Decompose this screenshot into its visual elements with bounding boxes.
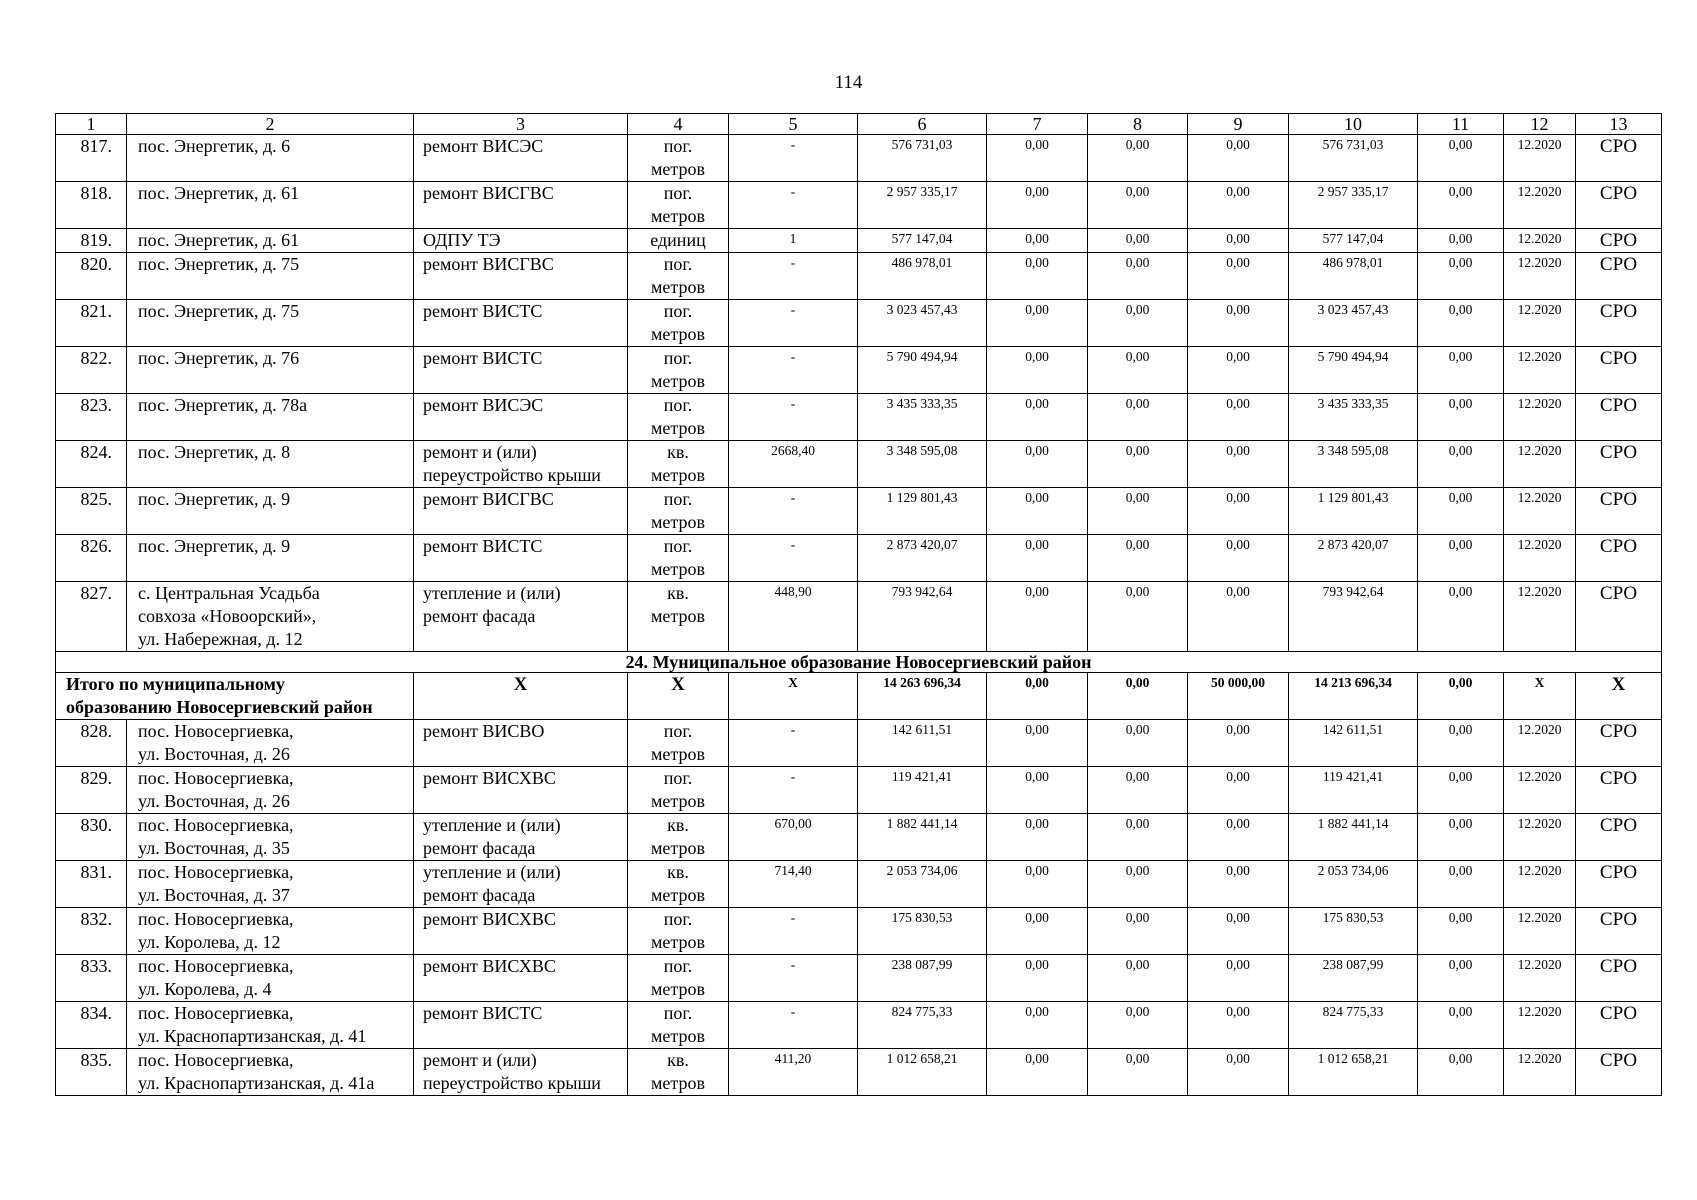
fund-cell: 0,00: [1088, 814, 1188, 861]
unit-cell: пог. метров: [628, 394, 729, 441]
work-type-cell: ремонт ВИСЭС: [414, 135, 628, 182]
method-cell: СРО: [1576, 1002, 1662, 1049]
total-fund: 0,00: [987, 673, 1088, 720]
column-number: 1: [56, 114, 127, 135]
method-cell: СРО: [1576, 135, 1662, 182]
fund-cell: 0,00: [1088, 1002, 1188, 1049]
cost-total-cell: 486 978,01: [858, 253, 987, 300]
unit-cell: пог. метров: [628, 535, 729, 582]
fund-cell: 0,00: [987, 767, 1088, 814]
fund-cell: 0,00: [1088, 861, 1188, 908]
deadline-cell: 12.2020: [1504, 253, 1576, 300]
deadline-cell: 12.2020: [1504, 135, 1576, 182]
volume-cell: 1: [729, 229, 858, 253]
deadline-cell: 12.2020: [1504, 535, 1576, 582]
fund-cell: 0,00: [1188, 535, 1289, 582]
volume-cell: 448,90: [729, 582, 858, 652]
method-cell: СРО: [1576, 861, 1662, 908]
work-type-cell: ремонт ВИСТС: [414, 300, 628, 347]
address-cell: пос. Энергетик, д. 78а: [127, 394, 414, 441]
fund-cell: 0,00: [1188, 229, 1289, 253]
address-cell: пос. Энергетик, д. 8: [127, 441, 414, 488]
deadline-cell: 12.2020: [1504, 767, 1576, 814]
deadline-cell: 12.2020: [1504, 229, 1576, 253]
unit-cell: пог. метров: [628, 720, 729, 767]
fund-cell: 0,00: [987, 229, 1088, 253]
volume-cell: -: [729, 253, 858, 300]
owner-funds-cell: 175 830,53: [1289, 908, 1418, 955]
table-row: [56, 814, 1662, 861]
fund-cell: 0,00: [1188, 253, 1289, 300]
volume-cell: -: [729, 535, 858, 582]
owner-funds-cell: 1 012 658,21: [1289, 1049, 1418, 1096]
volume-cell: -: [729, 767, 858, 814]
table-row: [56, 1002, 1662, 1049]
total-fund: 50 000,00: [1188, 673, 1289, 720]
cost-total-cell: 1 882 441,14: [858, 814, 987, 861]
fund-cell: 0,00: [1418, 135, 1504, 182]
cost-total-cell: 2 053 734,06: [858, 861, 987, 908]
table-row: [56, 253, 1662, 300]
deadline-cell: 12.2020: [1504, 720, 1576, 767]
row-number: 828.: [56, 720, 127, 767]
total-fund: 0,00: [1088, 673, 1188, 720]
deadline-cell: 12.2020: [1504, 908, 1576, 955]
fund-cell: 0,00: [987, 135, 1088, 182]
deadline-cell: 12.2020: [1504, 955, 1576, 1002]
volume-cell: -: [729, 720, 858, 767]
unit-cell: пог. метров: [628, 488, 729, 535]
total-fund: 0,00: [1418, 673, 1504, 720]
total-row: [56, 673, 1662, 720]
row-number: 824.: [56, 441, 127, 488]
volume-cell: -: [729, 394, 858, 441]
column-number: 13: [1576, 114, 1662, 135]
fund-cell: 0,00: [1418, 229, 1504, 253]
work-type-cell: ремонт ВИСВО: [414, 720, 628, 767]
column-number: 2: [127, 114, 414, 135]
owner-funds-cell: 486 978,01: [1289, 253, 1418, 300]
deadline-cell: 12.2020: [1504, 488, 1576, 535]
cost-total-cell: 576 731,03: [858, 135, 987, 182]
fund-cell: 0,00: [1088, 720, 1188, 767]
work-type-cell: ремонт ВИСТС: [414, 347, 628, 394]
unit-cell: пог. метров: [628, 182, 729, 229]
table-row: [56, 300, 1662, 347]
unit-cell: кв. метров: [628, 861, 729, 908]
owner-funds-cell: 5 790 494,94: [1289, 347, 1418, 394]
deadline-cell: 12.2020: [1504, 347, 1576, 394]
address-cell: пос. Новосергиевка, ул. Краснопартизанская, д. 41: [127, 1002, 414, 1049]
column-number: 8: [1088, 114, 1188, 135]
cost-total-cell: 577 147,04: [858, 229, 987, 253]
row-number: 819.: [56, 229, 127, 253]
table-row: [56, 767, 1662, 814]
work-type-cell: ремонт ВИСГВС: [414, 253, 628, 300]
volume-cell: -: [729, 135, 858, 182]
fund-cell: 0,00: [1188, 488, 1289, 535]
fund-cell: 0,00: [987, 814, 1088, 861]
fund-cell: 0,00: [1188, 135, 1289, 182]
fund-cell: 0,00: [1188, 1049, 1289, 1096]
cost-total-cell: 142 611,51: [858, 720, 987, 767]
fund-cell: 0,00: [1088, 394, 1188, 441]
owner-funds-cell: 577 147,04: [1289, 229, 1418, 253]
column-number: 4: [628, 114, 729, 135]
method-cell: СРО: [1576, 1049, 1662, 1096]
work-type-cell: ремонт и (или) переустройство крыши: [414, 441, 628, 488]
fund-cell: 0,00: [1418, 1049, 1504, 1096]
unit-cell: кв. метров: [628, 814, 729, 861]
cost-total-cell: 119 421,41: [858, 767, 987, 814]
address-cell: пос. Новосергиевка, ул. Восточная, д. 35: [127, 814, 414, 861]
deadline-cell: 12.2020: [1504, 300, 1576, 347]
deadline-cell: 12.2020: [1504, 582, 1576, 652]
address-cell: пос. Энергетик, д. 61: [127, 182, 414, 229]
total-cost: 14 263 696,34: [858, 673, 987, 720]
owner-funds-cell: 3 023 457,43: [1289, 300, 1418, 347]
owner-funds-cell: 3 435 333,35: [1289, 394, 1418, 441]
method-cell: СРО: [1576, 394, 1662, 441]
owner-funds-cell: 1 882 441,14: [1289, 814, 1418, 861]
table-row: [56, 135, 1662, 182]
table-row: [56, 908, 1662, 955]
deadline-cell: 12.2020: [1504, 814, 1576, 861]
volume-cell: -: [729, 182, 858, 229]
fund-cell: 0,00: [1088, 300, 1188, 347]
column-number: 6: [858, 114, 987, 135]
method-cell: СРО: [1576, 441, 1662, 488]
owner-funds-cell: 142 611,51: [1289, 720, 1418, 767]
row-number: 829.: [56, 767, 127, 814]
owner-funds-cell: 119 421,41: [1289, 767, 1418, 814]
fund-cell: 0,00: [1418, 814, 1504, 861]
volume-cell: -: [729, 300, 858, 347]
unit-cell: пог. метров: [628, 908, 729, 955]
address-cell: пос. Энергетик, д. 61: [127, 229, 414, 253]
owner-funds-cell: 3 348 595,08: [1289, 441, 1418, 488]
fund-cell: 0,00: [1418, 394, 1504, 441]
work-type-cell: утепление и (или) ремонт фасада: [414, 814, 628, 861]
row-number: 832.: [56, 908, 127, 955]
table-row: [56, 955, 1662, 1002]
cost-total-cell: 1 012 658,21: [858, 1049, 987, 1096]
fund-cell: 0,00: [1188, 1002, 1289, 1049]
fund-cell: 0,00: [1188, 814, 1289, 861]
fund-cell: 0,00: [987, 488, 1088, 535]
fund-cell: 0,00: [1418, 488, 1504, 535]
fund-cell: 0,00: [987, 182, 1088, 229]
capital-repair-table: [55, 113, 1662, 1096]
work-type-cell: ремонт ВИСХВС: [414, 955, 628, 1002]
fund-cell: 0,00: [1418, 347, 1504, 394]
fund-cell: 0,00: [1418, 253, 1504, 300]
column-number: 9: [1188, 114, 1289, 135]
fund-cell: 0,00: [987, 1002, 1088, 1049]
cost-total-cell: 238 087,99: [858, 955, 987, 1002]
row-number: 818.: [56, 182, 127, 229]
fund-cell: 0,00: [987, 535, 1088, 582]
volume-cell: -: [729, 347, 858, 394]
fund-cell: 0,00: [1088, 955, 1188, 1002]
fund-cell: 0,00: [1088, 582, 1188, 652]
unit-cell: пог. метров: [628, 955, 729, 1002]
owner-funds-cell: 1 129 801,43: [1289, 488, 1418, 535]
fund-cell: 0,00: [1088, 253, 1188, 300]
row-number: 823.: [56, 394, 127, 441]
column-number: 5: [729, 114, 858, 135]
fund-cell: 0,00: [1418, 182, 1504, 229]
fund-cell: 0,00: [1188, 955, 1289, 1002]
fund-cell: 0,00: [1418, 720, 1504, 767]
table-row: [56, 182, 1662, 229]
method-cell: СРО: [1576, 908, 1662, 955]
table-row: [56, 229, 1662, 253]
fund-cell: 0,00: [987, 861, 1088, 908]
unit-cell: пог. метров: [628, 135, 729, 182]
method-cell: СРО: [1576, 488, 1662, 535]
row-number: 831.: [56, 861, 127, 908]
method-cell: СРО: [1576, 347, 1662, 394]
work-type-cell: ремонт и (или) переустройство крыши: [414, 1049, 628, 1096]
deadline-cell: 12.2020: [1504, 861, 1576, 908]
row-number: 833.: [56, 955, 127, 1002]
fund-cell: 0,00: [1418, 300, 1504, 347]
section-title-row: [56, 652, 1662, 673]
column-number-row: [56, 114, 1662, 135]
work-type-cell: ремонт ВИСГВС: [414, 488, 628, 535]
row-number: 821.: [56, 300, 127, 347]
fund-cell: 0,00: [987, 955, 1088, 1002]
fund-cell: 0,00: [1188, 300, 1289, 347]
fund-cell: 0,00: [1188, 182, 1289, 229]
work-type-cell: утепление и (или) ремонт фасада: [414, 861, 628, 908]
owner-funds-cell: 2 053 734,06: [1289, 861, 1418, 908]
unit-cell: единиц: [628, 229, 729, 253]
fund-cell: 0,00: [1418, 535, 1504, 582]
cost-total-cell: 3 435 333,35: [858, 394, 987, 441]
table-row: [56, 861, 1662, 908]
cost-total-cell: 824 775,33: [858, 1002, 987, 1049]
owner-funds-cell: 793 942,64: [1289, 582, 1418, 652]
table-row: [56, 347, 1662, 394]
cost-total-cell: 3 023 457,43: [858, 300, 987, 347]
method-cell: СРО: [1576, 535, 1662, 582]
fund-cell: 0,00: [987, 300, 1088, 347]
row-number: 817.: [56, 135, 127, 182]
volume-cell: -: [729, 908, 858, 955]
fund-cell: 0,00: [1088, 908, 1188, 955]
work-type-cell: ремонт ВИСТС: [414, 535, 628, 582]
row-number: 835.: [56, 1049, 127, 1096]
row-number: 820.: [56, 253, 127, 300]
address-cell: пос. Новосергиевка, ул. Королева, д. 12: [127, 908, 414, 955]
fund-cell: 0,00: [1188, 347, 1289, 394]
method-cell: СРО: [1576, 767, 1662, 814]
address-cell: пос. Энергетик, д. 9: [127, 488, 414, 535]
fund-cell: 0,00: [987, 582, 1088, 652]
cost-total-cell: 5 790 494,94: [858, 347, 987, 394]
fund-cell: 0,00: [1418, 955, 1504, 1002]
deadline-cell: 12.2020: [1504, 441, 1576, 488]
fund-cell: 0,00: [987, 347, 1088, 394]
work-type-cell: ОДПУ ТЭ: [414, 229, 628, 253]
work-type-cell: ремонт ВИСЭС: [414, 394, 628, 441]
cost-total-cell: 1 129 801,43: [858, 488, 987, 535]
unit-cell: кв. метров: [628, 441, 729, 488]
fund-cell: 0,00: [1188, 394, 1289, 441]
address-cell: пос. Энергетик, д. 9: [127, 535, 414, 582]
table-row: [56, 441, 1662, 488]
address-cell: пос. Новосергиевка, ул. Восточная, д. 37: [127, 861, 414, 908]
method-cell: СРО: [1576, 955, 1662, 1002]
deadline-cell: 12.2020: [1504, 1049, 1576, 1096]
table-row: [56, 1049, 1662, 1096]
method-cell: СРО: [1576, 300, 1662, 347]
column-number: 3: [414, 114, 628, 135]
address-cell: пос. Энергетик, д. 75: [127, 300, 414, 347]
table-row: [56, 582, 1662, 652]
deadline-cell: 12.2020: [1504, 1002, 1576, 1049]
fund-cell: 0,00: [987, 394, 1088, 441]
deadline-cell: 12.2020: [1504, 394, 1576, 441]
unit-cell: пог. метров: [628, 1002, 729, 1049]
unit-cell: пог. метров: [628, 253, 729, 300]
volume-cell: -: [729, 1002, 858, 1049]
row-number: 826.: [56, 535, 127, 582]
row-number: 827.: [56, 582, 127, 652]
volume-cell: -: [729, 955, 858, 1002]
address-cell: пос. Новосергиевка, ул. Королева, д. 4: [127, 955, 414, 1002]
address-cell: пос. Новосергиевка, ул. Восточная, д. 26: [127, 767, 414, 814]
fund-cell: 0,00: [987, 441, 1088, 488]
fund-cell: 0,00: [987, 908, 1088, 955]
unit-cell: пог. метров: [628, 767, 729, 814]
work-type-cell: ремонт ВИСХВС: [414, 908, 628, 955]
work-type-cell: ремонт ВИСХВС: [414, 767, 628, 814]
volume-cell: 411,20: [729, 1049, 858, 1096]
fund-cell: 0,00: [1088, 347, 1188, 394]
fund-cell: 0,00: [1088, 135, 1188, 182]
work-type-cell: ремонт ВИСТС: [414, 1002, 628, 1049]
row-number: 825.: [56, 488, 127, 535]
volume-cell: 670,00: [729, 814, 858, 861]
address-cell: пос. Новосергиевка, ул. Краснопартизанская, д. 41а: [127, 1049, 414, 1096]
total-x-mark: Х: [628, 673, 729, 720]
address-cell: с. Центральная Усадьба совхоза «Новоорский», ул. Набережная, д. 12: [127, 582, 414, 652]
table-row: [56, 535, 1662, 582]
unit-cell: кв. метров: [628, 1049, 729, 1096]
fund-cell: 0,00: [1088, 767, 1188, 814]
total-x-mark: Х: [1504, 673, 1576, 720]
cost-total-cell: 2 873 420,07: [858, 535, 987, 582]
table-row: [56, 720, 1662, 767]
address-cell: пос. Энергетик, д. 6: [127, 135, 414, 182]
fund-cell: 0,00: [1088, 1049, 1188, 1096]
fund-cell: 0,00: [1418, 767, 1504, 814]
owner-funds-cell: 824 775,33: [1289, 1002, 1418, 1049]
owner-funds-cell: 2 957 335,17: [1289, 182, 1418, 229]
unit-cell: пог. метров: [628, 300, 729, 347]
cost-total-cell: 175 830,53: [858, 908, 987, 955]
cost-total-cell: 3 348 595,08: [858, 441, 987, 488]
fund-cell: 0,00: [1088, 488, 1188, 535]
page-number: 114: [834, 72, 863, 93]
fund-cell: 0,00: [1188, 441, 1289, 488]
fund-cell: 0,00: [1418, 861, 1504, 908]
fund-cell: 0,00: [1188, 767, 1289, 814]
volume-cell: 2668,40: [729, 441, 858, 488]
fund-cell: 0,00: [1088, 182, 1188, 229]
unit-cell: кв. метров: [628, 582, 729, 652]
owner-funds-cell: 576 731,03: [1289, 135, 1418, 182]
fund-cell: 0,00: [1188, 861, 1289, 908]
method-cell: СРО: [1576, 229, 1662, 253]
method-cell: СРО: [1576, 814, 1662, 861]
column-number: 12: [1504, 114, 1576, 135]
fund-cell: 0,00: [1188, 582, 1289, 652]
fund-cell: 0,00: [1418, 582, 1504, 652]
cost-total-cell: 793 942,64: [858, 582, 987, 652]
table-row: [56, 394, 1662, 441]
owner-funds-cell: 2 873 420,07: [1289, 535, 1418, 582]
unit-cell: пог. метров: [628, 347, 729, 394]
row-number: 822.: [56, 347, 127, 394]
work-type-cell: ремонт ВИСГВС: [414, 182, 628, 229]
total-x-mark: Х: [729, 673, 858, 720]
column-number: 10: [1289, 114, 1418, 135]
fund-cell: 0,00: [1088, 441, 1188, 488]
fund-cell: 0,00: [1188, 720, 1289, 767]
method-cell: СРО: [1576, 253, 1662, 300]
total-label: Итого по муниципальному образованию Новосергиевский район: [56, 673, 414, 720]
fund-cell: 0,00: [1088, 229, 1188, 253]
owner-funds-cell: 238 087,99: [1289, 955, 1418, 1002]
total-owner-funds: 14 213 696,34: [1289, 673, 1418, 720]
fund-cell: 0,00: [1418, 1002, 1504, 1049]
fund-cell: 0,00: [1418, 441, 1504, 488]
cost-total-cell: 2 957 335,17: [858, 182, 987, 229]
fund-cell: 0,00: [987, 1049, 1088, 1096]
fund-cell: 0,00: [987, 253, 1088, 300]
deadline-cell: 12.2020: [1504, 182, 1576, 229]
column-number: 7: [987, 114, 1088, 135]
fund-cell: 0,00: [1088, 535, 1188, 582]
total-x-mark: Х: [414, 673, 628, 720]
table-row: [56, 488, 1662, 535]
method-cell: СРО: [1576, 582, 1662, 652]
row-number: 830.: [56, 814, 127, 861]
fund-cell: 0,00: [1188, 908, 1289, 955]
volume-cell: 714,40: [729, 861, 858, 908]
address-cell: пос. Новосергиевка, ул. Восточная, д. 26: [127, 720, 414, 767]
volume-cell: -: [729, 488, 858, 535]
address-cell: пос. Энергетик, д. 76: [127, 347, 414, 394]
work-type-cell: утепление и (или) ремонт фасада: [414, 582, 628, 652]
fund-cell: 0,00: [987, 720, 1088, 767]
method-cell: СРО: [1576, 720, 1662, 767]
row-number: 834.: [56, 1002, 127, 1049]
column-number: 11: [1418, 114, 1504, 135]
method-cell: СРО: [1576, 182, 1662, 229]
fund-cell: 0,00: [1418, 908, 1504, 955]
section-title: 24. Муниципальное образование Новосергиевский район: [56, 652, 1662, 673]
total-x-mark: Х: [1576, 673, 1662, 720]
address-cell: пос. Энергетик, д. 75: [127, 253, 414, 300]
